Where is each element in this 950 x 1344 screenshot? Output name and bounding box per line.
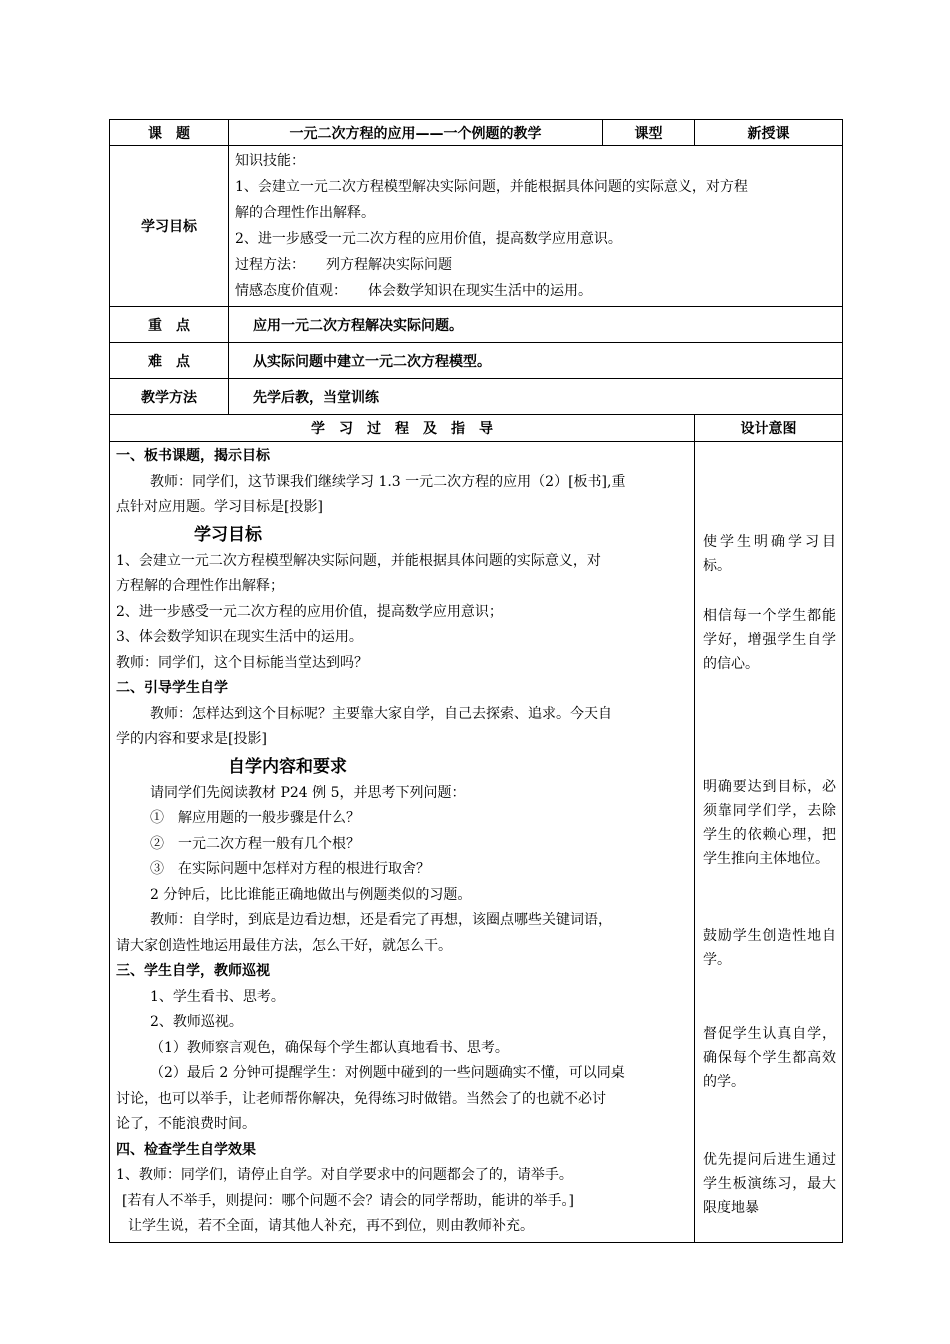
paragraph: 点针对应用题。学习目标是[投影] xyxy=(116,499,323,515)
paragraph: （2）最后 2 分钟可提醒学生：对例题中碰到的一些问题确实不懂，可以同桌 xyxy=(150,1065,625,1081)
goal-subtitle: 学习目标 xyxy=(194,524,262,545)
method-row xyxy=(110,379,843,415)
section-2-title: 二、引导学生自学 xyxy=(116,680,228,696)
process-header-row xyxy=(110,415,843,442)
objectives-content xyxy=(229,146,843,307)
paragraph: 请同学们先阅读教材 P24 例 5，并思考下列问题： xyxy=(150,784,466,801)
topic-label: 课 题 xyxy=(110,120,229,146)
list-item: ② 一元二次方程一般有几个根？ xyxy=(150,835,360,852)
paragraph: 论了，不能浪费时间。 xyxy=(116,1116,256,1132)
paragraph: 2 分钟后，比比谁能正确地做出与例题类似的习题。 xyxy=(150,886,472,903)
difficulty-value: 从实际问题中建立一元二次方程模型。 xyxy=(229,343,843,379)
type-value: 新授课 xyxy=(695,120,843,146)
intent-note: 相信每一个学生都能学好，增强学生自学的信心。 xyxy=(703,608,836,672)
section-1-title: 一、板书课题，揭示目标 xyxy=(116,448,270,464)
intent-note: 使学生明确学习目标。 xyxy=(703,534,836,574)
objectives-line: 情感态度价值观： 体会数学知识在现实生活中的运用。 xyxy=(235,283,592,299)
paragraph: 教师：同学们，这节课我们继续学习 1.3 一元二次方程的应用（2）[板书],重 xyxy=(150,473,626,490)
objectives-line: 2、进一步感受一元二次方程的应用价值，提高数学应用意识。 xyxy=(235,231,622,247)
intent-content xyxy=(695,442,843,1243)
paragraph: （1）教师察言观色，确保每个学生都认真地看书、思考。 xyxy=(150,1039,509,1056)
method-value: 先学后教，当堂训练 xyxy=(229,379,843,415)
paragraph: 让学生说，若不全面，请其他人补充，再不到位，则由教师补充。 xyxy=(128,1218,534,1234)
method-label: 教学方法 xyxy=(110,379,229,415)
paragraph: 教师：自学时，到底是边看边想，还是看完了再想，该圈点哪些关键词语， xyxy=(150,912,612,928)
objectives-label: 学习目标 xyxy=(110,146,229,307)
paragraph: 讨论，也可以举手，让老师帮你解决，免得练习时做错。当然会了的也就不必讨 xyxy=(116,1090,606,1107)
intent-note: 明确要达到目标，必须靠同学们学，去除学生的依赖心理，把学生推向主体地位。 xyxy=(703,779,836,867)
key-point-label: 重 点 xyxy=(110,307,229,343)
objectives-line: 解的合理性作出解释。 xyxy=(235,205,375,221)
list-item: ① 解应用题的一般步骤是什么？ xyxy=(150,810,360,826)
paragraph: 1、学生看书、思考。 xyxy=(150,988,285,1005)
paragraph: 学的内容和要求是[投影] xyxy=(116,731,267,747)
process-header: 学 习 过 程 及 指 导 xyxy=(110,415,695,442)
paragraph: 1、教师：同学们，请停止自学。对自学要求中的问题都会了的，请举手。 xyxy=(116,1167,573,1183)
paragraph: 方程解的合理性作出解释； xyxy=(116,578,284,594)
objectives-line: 过程方法： 列方程解决实际问题 xyxy=(235,257,452,273)
topic-value: 一元二次方程的应用——一个例题的教学 xyxy=(229,120,603,146)
lesson-plan-table xyxy=(109,119,843,1243)
list-item: ③ 在实际问题中怎样对方程的根进行取舍？ xyxy=(150,861,430,877)
paragraph: 2、教师巡视。 xyxy=(150,1014,243,1030)
paragraph: 1、会建立一元二次方程模型解决实际问题，并能根据具体问题的实际意义，对 xyxy=(116,552,601,569)
objectives-line: 知识技能： xyxy=(235,153,305,169)
intent-note: 鼓励学生创造性地自学。 xyxy=(703,928,836,968)
paragraph: 教师：怎样达到这个目标呢？主要靠大家自学，自己去探索、追求。今天自 xyxy=(150,705,612,722)
section-3-title: 三、学生自学，教师巡视 xyxy=(116,963,270,979)
paragraph: 2、进一步感受一元二次方程的应用价值，提高数学应用意识； xyxy=(116,603,503,620)
process-content xyxy=(110,442,695,1243)
requirements-subtitle: 自学内容和要求 xyxy=(228,756,347,777)
process-row xyxy=(110,442,843,1243)
objectives-line: 1、会建立一元二次方程模型解决实际问题，并能根据具体问题的实际意义，对方程 xyxy=(235,179,748,195)
intent-header: 设计意图 xyxy=(695,415,843,442)
type-label: 课型 xyxy=(603,120,695,146)
key-point-row xyxy=(110,307,843,343)
paragraph: 请大家创造性地运用最佳方法，怎么干好，就怎么干。 xyxy=(116,937,452,954)
intent-note: 优先提问后进生通过学生板演练习，最大限度地暴 xyxy=(703,1152,836,1216)
section-4-title: 四、检查学生自学效果 xyxy=(116,1141,256,1158)
paragraph: 教师：同学们，这个目标能当堂达到吗？ xyxy=(116,654,368,671)
difficulty-label: 难 点 xyxy=(110,343,229,379)
intent-note: 督促学生认真自学，确保每个学生都高效的学。 xyxy=(703,1026,836,1090)
key-point-value: 应用一元二次方程解决实际问题。 xyxy=(229,307,843,343)
topic-row xyxy=(110,120,843,146)
objectives-row xyxy=(110,146,843,307)
paragraph: [若有人不举手，则提问：哪个问题不会？请会的同学帮助，能讲的举手。] xyxy=(122,1192,574,1209)
difficulty-row xyxy=(110,343,843,379)
paragraph: 3、体会数学知识在现实生活中的运用。 xyxy=(116,629,363,645)
